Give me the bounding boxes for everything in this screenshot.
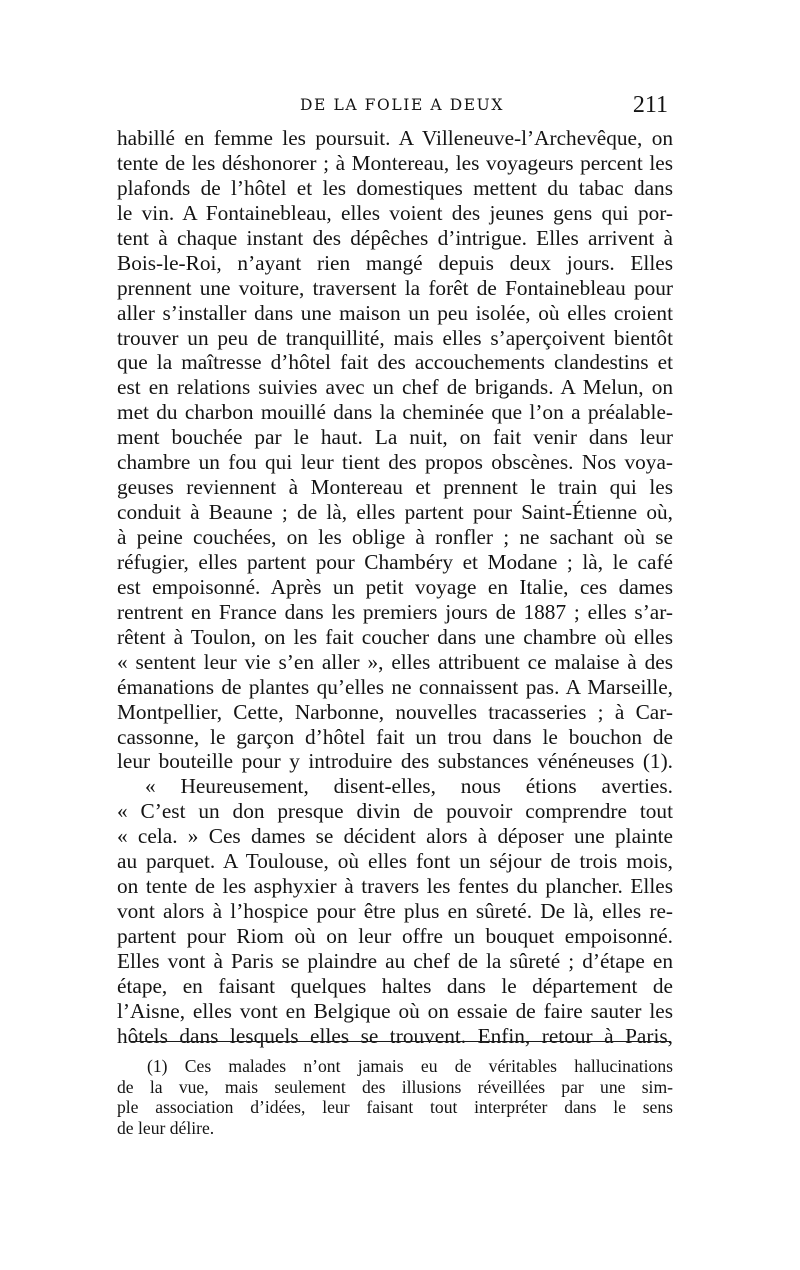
text-line: Montpellier, Cette, Narbonne, nouvelles tracasseries ; à Car- (117, 699, 673, 724)
text-line: met du charbon mouillé dans la cheminée que l’on a préalable- (117, 400, 673, 425)
text-line: étape, en faisant quelques haltes dans le département de (117, 973, 673, 998)
text-line: est en relations suivies avec un chef de brigands. A Melun, on (117, 375, 673, 400)
text-line: réfugier, elles partent pour Chambéry et Modane ; là, le café (117, 549, 673, 574)
text-line: aller s’installer dans une maison un peu isolée, où elles croient (117, 300, 673, 325)
footnote-line: ple association d’idées, leur faisant tout interpréter dans le sens (117, 1097, 673, 1118)
text-line: cassonne, le garçon d’hôtel fait un trou dans le bouchon de (117, 724, 673, 749)
text-line: on tente de les asphyxier à travers les fentes du plancher. Elles (117, 874, 673, 899)
footnote (117, 1056, 673, 1138)
text-line: est empoisonné. Après un petit voyage en Italie, ces dames (117, 574, 673, 599)
text-line: trouver un peu de tranquillité, mais elles s’aperçoivent bientôt (117, 325, 673, 350)
text-line: ment bouchée par le haut. La nuit, on fait venir dans leur (117, 425, 673, 450)
text-line: Bois-le-Roi, n’ayant rien mangé depuis deux jours. Elles (117, 250, 673, 275)
running-head (116, 92, 672, 128)
text-line: émanations de plantes qu’elles ne connaissent pas. A Marseille, (117, 674, 673, 699)
text-line: « Heureusement, disent-elles, nous étions averties. (145, 774, 673, 799)
text-line: « cela. » Ces dames se décident alors à déposer une plainte (117, 824, 673, 849)
text-line: prennent une voiture, traversent la forêt de Fontainebleau pour (117, 275, 673, 300)
text-line: à peine couchées, on les oblige à ronfler ; ne sachant où se (117, 525, 673, 549)
running-title: DE LA FOLIE A DEUX (300, 96, 504, 114)
text-line: Elles vont à Paris se plaindre au chef de la sûreté ; d’étape en (117, 948, 673, 973)
text-line: l’Aisne, elles vont en Belgique où on essaie de faire sauter les (117, 998, 673, 1023)
text-line: rêtent à Toulon, on les fait coucher dans une chambre où elles (117, 624, 673, 649)
text-line: « C’est un don presque divin de pouvoir comprendre tout (117, 799, 673, 824)
text-line: leur bouteille pour y introduire des substances vénéneuses (1). (117, 749, 673, 774)
text-line: hôtels dans lesquels elles se trouvent. Enfin, retour à Paris, (117, 1023, 673, 1048)
text-line: le vin. A Fontainebleau, elles voient des jeunes gens qui por- (117, 200, 673, 225)
text-line: plafonds de l’hôtel et les domestiques mettent du tabac dans (117, 175, 673, 200)
text-line: chambre un fou qui leur tient des propos obscènes. Nos voya- (117, 450, 673, 475)
text-line: tente de les déshonorer ; à Montereau, les voyageurs percent les (117, 150, 673, 175)
text-line: au parquet. A Toulouse, où elles font un séjour de trois mois, (117, 849, 673, 874)
footnote-line: de la vue, mais seulement des illusions réveillées par une sim- (117, 1076, 673, 1097)
text-line: tent à chaque instant des dépêches d’intrigue. Elles arrivent à (117, 225, 673, 250)
page-number: 211 (632, 92, 668, 118)
footnote-divider (130, 1041, 670, 1042)
text-line: geuses reviennent à Montereau et prennent le train qui les (117, 475, 673, 500)
text-line: partent pour Riom où on leur offre un bouquet empoisonné. (117, 924, 673, 948)
footnote-line: de leur délire. (117, 1117, 215, 1138)
text-line: rentrent en France dans les premiers jours de 1887 ; elles s’ar- (117, 599, 673, 624)
text-line: conduit à Beaune ; de là, elles partent pour Saint-Étienne où, (117, 500, 673, 525)
text-line: que la maîtresse d’hôtel fait des accouchements clandestins et (117, 350, 673, 375)
footnote-line: (1) Ces malades n’ont jamais eu de véritables hallucinations (147, 1056, 673, 1076)
text-line: vont alors à l’hospice pour être plus en sûreté. De là, elles re- (117, 899, 673, 924)
text-line: habillé en femme les poursuit. A Villeneuve-l’Archevêque, on (117, 126, 673, 150)
body-text (117, 126, 673, 1049)
text-line: « sentent leur vie s’en aller », elles attribuent ce malaise à des (117, 649, 673, 674)
